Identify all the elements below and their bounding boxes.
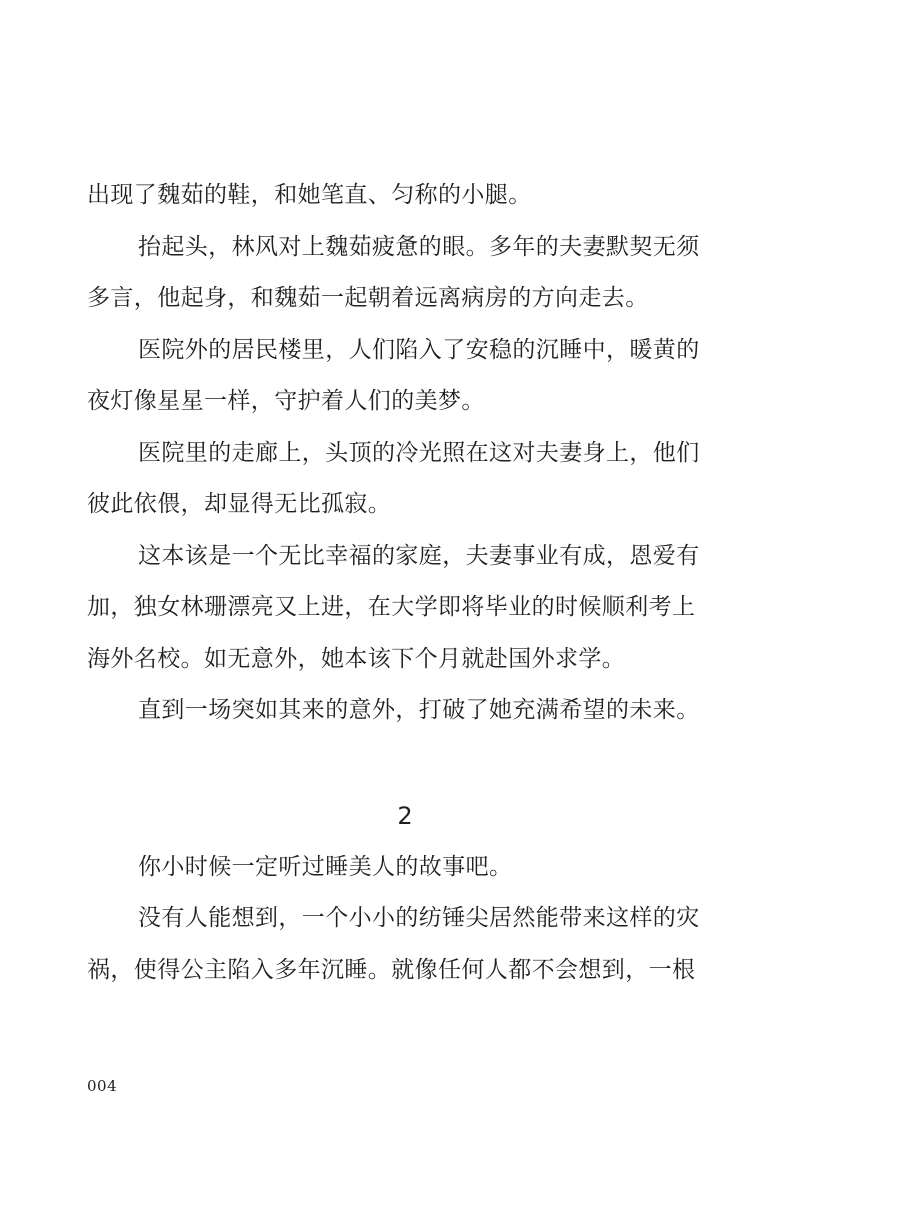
- body-text: [87, 172, 727, 998]
- paragraph: [87, 327, 727, 430]
- paragraph: [87, 172, 727, 224]
- paragraph: [87, 687, 727, 739]
- text-line: 夜灯像星星一样，守护着人们的美梦。: [87, 388, 485, 414]
- section-gap: [87, 739, 727, 793]
- text-line: 抬起头，林风对上魏茹疲惫的眼。多年的夫妻默契无须: [138, 233, 700, 260]
- paragraph: [87, 844, 727, 896]
- text-line: 这本该是一个无比幸福的家庭，夫妻事业有成，恩爱有: [138, 542, 700, 569]
- text-line: 医院里的走廊上，头顶的冷光照在这对夫妻身上，他们: [138, 439, 700, 466]
- paragraph: [87, 533, 727, 688]
- text-line: 你小时候一定听过睡美人的故事吧。: [138, 853, 513, 880]
- text-line: 医院外的居民楼里，人们陷入了安稳的沉睡中，暖黄的: [138, 336, 700, 363]
- paragraph: [87, 224, 727, 327]
- section-number: 2: [397, 801, 413, 830]
- section-two: [87, 844, 727, 999]
- text-line: 祸，使得公主陷入多年沉睡。就像任何人都不会想到，一根: [87, 956, 696, 983]
- text-line: 加，独女林珊漂亮又上进，在大学即将毕业的时候顺利考上: [87, 594, 696, 620]
- text-line: 直到一场突如其来的意外，打破了她充满希望的未来。: [138, 697, 700, 723]
- text-line: 海外名校。如无意外，她本该下个月就赴国外求学。: [87, 645, 626, 672]
- paragraph: [87, 895, 727, 998]
- section-one: [87, 172, 727, 739]
- text-line: 彼此依偎，却显得无比孤寂。: [87, 491, 392, 517]
- text-line: 多言，他起身，和魏茹一起朝着远离病房的方向走去。: [87, 285, 649, 311]
- text-line: 出现了魏茹的鞋，和她笔直、匀称的小腿。: [87, 182, 532, 208]
- text-line: 没有人能想到，一个小小的纺锤尖居然能带来这样的灾: [138, 905, 700, 931]
- paragraph: [87, 430, 727, 533]
- page-number: 004: [87, 1077, 118, 1095]
